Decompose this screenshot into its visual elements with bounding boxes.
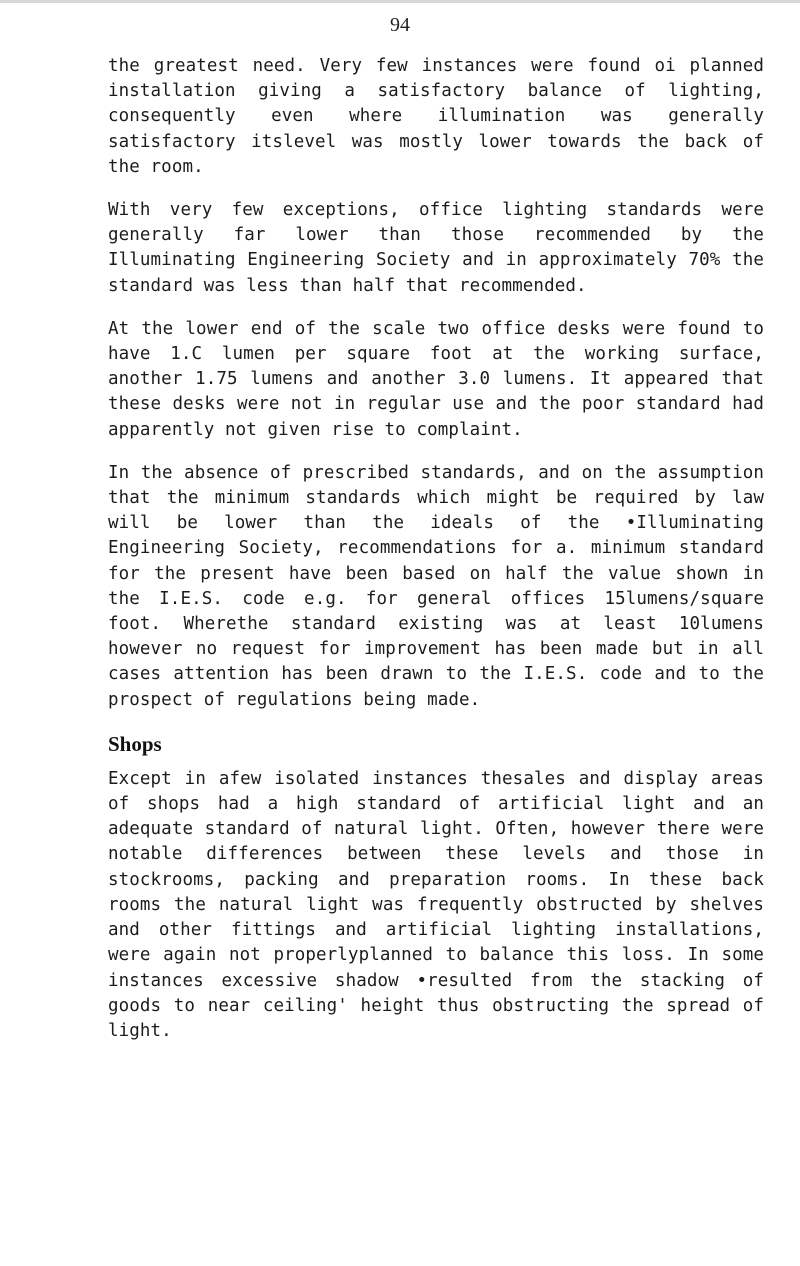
page-number: 94	[390, 14, 410, 36]
paragraph-balance-of-lighting: the greatest need. Very few instances were found oi planned installation giving a satisfactory balance of lighting, consequently even where illumination was generally satisfactory itslevel was mostly lower towards the back of the room.	[108, 56, 764, 177]
document-body	[108, 54, 764, 1062]
section-heading-shops: Shops	[108, 731, 162, 756]
scan-top-edge	[0, 0, 800, 3]
paragraph-office-lighting-standards: With very few exceptions, office lighting standards were generally far lower than those recommended by the Illuminating Engineering Society and in approximately 70% the standard was less than half that recommended.	[108, 200, 764, 296]
paragraph-office-desks-lumens: At the lower end of the scale two office desks were found to have 1.C lumen per square foot at the working surface, another 1.75 lumens and another 3.0 lumens. It appeared that these desks were not in regular use and the poor standard had apparently not given rise to complaint.	[108, 318, 764, 440]
paragraph-prescribed-standards: In the absence of prescribed standards, and on the assumption that the minimum standards which might be required by law will be lower than the ideals of the •Illuminating Engineering Society, recommendations for a. minimum standard for the present have been based on half the value shown in the I.E.S. code e.g. for general offices 15lumens/square foot. Wherethe standard existing was at least 10lumens however no request for improvement has been made but in all cases attention has been drawn to the I.E.S. code and to the prospect of regulations being made.	[108, 462, 764, 710]
paragraph-shops-lighting: Except in afew isolated instances thesales and display areas of shops had a high standard of artificial light and an adequate standard of natural light. Often, however there were notable differences between these levels and those in stockrooms, packing and preparation rooms. In these back rooms the natural light was frequently obstructed by shelves and other fittings and artificial lighting installations, were again not properlyplanned to balance this loss. In some instances excessive shadow •resulted from the stacking of goods to near ceiling' height thus obstructing the spread of light.	[108, 768, 764, 1041]
